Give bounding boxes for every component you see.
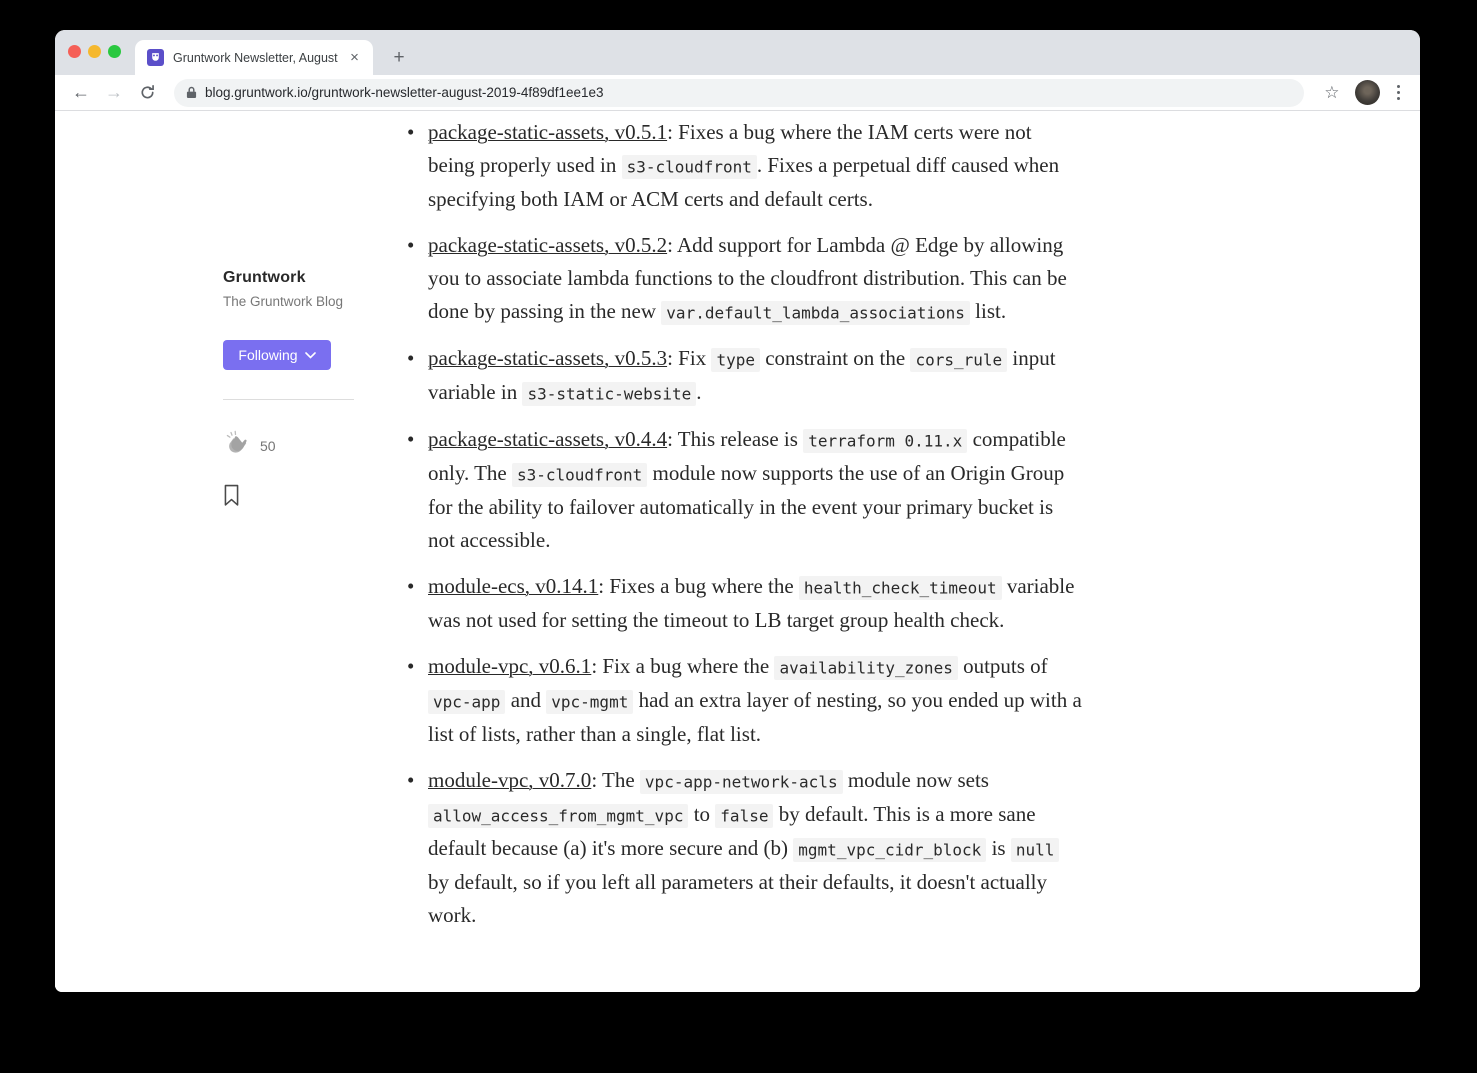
release-link[interactable]: package-static-assets, v0.5.1 <box>428 120 668 144</box>
publication-tagline: The Gruntwork Blog <box>223 294 344 309</box>
release-note-item: • package-static-assets, v0.5.2: Add support for Lambda @ Edge by allowing you to associate lambda functions to the cloudfront distribution. This can be done by passing in the new var.default_lambda_associations list. <box>428 229 1083 329</box>
close-tab-icon[interactable]: × <box>350 49 359 66</box>
release-link[interactable]: package-static-assets, v0.4.4 <box>428 427 668 451</box>
inline-code: s3-cloudfront <box>512 463 647 487</box>
tab-strip <box>55 30 1420 75</box>
forward-icon[interactable]: → <box>105 82 123 102</box>
release-notes-list <box>428 116 1083 932</box>
browser-toolbar <box>55 75 1420 111</box>
release-link[interactable]: module-ecs, v0.14.1 <box>428 574 599 598</box>
clap-icon[interactable] <box>223 429 251 462</box>
inline-code: health_check_timeout <box>799 576 1002 600</box>
inline-code: allow_access_from_mgmt_vpc <box>428 804 688 828</box>
bookmark-star-icon[interactable]: ☆ <box>1324 82 1340 102</box>
publication-sidebar <box>223 269 354 512</box>
following-label: Following <box>238 347 298 363</box>
following-button[interactable] <box>223 340 331 370</box>
release-note-item: • package-static-assets, v0.4.4: This release is terraform 0.11.x compatible only. The s3-cloudfront module now supports the use of an Origin Group for the ability to failover automatically in the event your primary bucket is not accessible. <box>428 423 1083 557</box>
inline-code: s3-cloudfront <box>622 155 757 179</box>
bookmark-icon[interactable] <box>223 484 241 512</box>
profile-avatar[interactable] <box>1355 80 1380 105</box>
browser-tab[interactable] <box>135 40 373 75</box>
release-note-item: • module-vpc, v0.7.0: The vpc-app-network-acls module now sets allow_access_from_mgmt_vpc to false by default. This is a more sane default because (a) it's more secure and (b) mgmt_vpc_cidr_block is null by default, so if you left all parameters at their defaults, it doesn't actually work. <box>428 764 1083 932</box>
window-controls <box>68 45 121 58</box>
inline-code: s3-static-website <box>522 382 696 406</box>
address-bar[interactable] <box>174 79 1304 107</box>
tab-title: Gruntwork Newsletter, August <box>173 50 338 65</box>
release-link[interactable]: module-vpc, v0.6.1 <box>428 654 592 678</box>
chevron-down-icon <box>305 352 316 359</box>
release-link[interactable]: package-static-assets, v0.5.3 <box>428 346 668 370</box>
browser-window <box>55 30 1420 992</box>
publication-name[interactable]: Gruntwork <box>223 269 306 286</box>
inline-code: vpc-mgmt <box>546 690 633 714</box>
release-note-item: • package-static-assets, v0.5.1: Fixes a bug where the IAM certs were not being properly used in s3-cloudfront . Fixes a perpetual diff caused when specifying both IAM or ACM certs and default certs. <box>428 116 1083 216</box>
minimize-window-button[interactable] <box>88 45 101 58</box>
refresh-icon[interactable] <box>133 79 161 107</box>
inline-code: vpc-app <box>428 690 505 714</box>
release-note-item: • module-ecs, v0.14.1: Fixes a bug where the health_check_timeout variable was not used for setting the timeout to LB target group health check. <box>428 570 1083 637</box>
clap-count: 50 <box>260 437 276 454</box>
browser-menu-icon[interactable] <box>1389 79 1409 107</box>
inline-code: var.default_lambda_associations <box>661 301 970 325</box>
page-content <box>55 111 1420 992</box>
inline-code: availability_zones <box>774 656 957 680</box>
back-icon[interactable]: ← <box>72 82 90 102</box>
inline-code: false <box>715 804 773 828</box>
inline-code: mgmt_vpc_cidr_block <box>793 838 986 862</box>
secure-lock-icon[interactable] <box>186 86 197 99</box>
release-note-item: • module-vpc, v0.6.1: Fix a bug where the availability_zones outputs of vpc-app and vpc-mgmt had an extra layer of nesting, so you ended up with a list of lists, rather than a single, flat list. <box>428 650 1083 751</box>
inline-code: type <box>711 348 760 372</box>
zoom-window-button[interactable] <box>108 45 121 58</box>
inline-code: vpc-app-network-acls <box>640 770 843 794</box>
new-tab-button[interactable]: + <box>393 47 405 68</box>
clap-row <box>223 429 354 462</box>
gruntwork-favicon-icon <box>147 49 164 66</box>
release-note-item: • package-static-assets, v0.5.3: Fix type constraint on the cors_rule input variable in s3-static-website . <box>428 342 1083 410</box>
url-text: blog.gruntwork.io/gruntwork-newsletter-august-2019-4f89df1ee1e3 <box>205 85 604 100</box>
article-body <box>428 111 1083 945</box>
inline-code: null <box>1011 838 1060 862</box>
close-window-button[interactable] <box>68 45 81 58</box>
release-link[interactable]: module-vpc, v0.7.0 <box>428 768 592 792</box>
inline-code: cors_rule <box>910 348 1007 372</box>
inline-code: terraform 0.11.x <box>803 429 967 453</box>
sidebar-divider <box>223 399 354 400</box>
release-link[interactable]: package-static-assets, v0.5.2 <box>428 233 668 257</box>
